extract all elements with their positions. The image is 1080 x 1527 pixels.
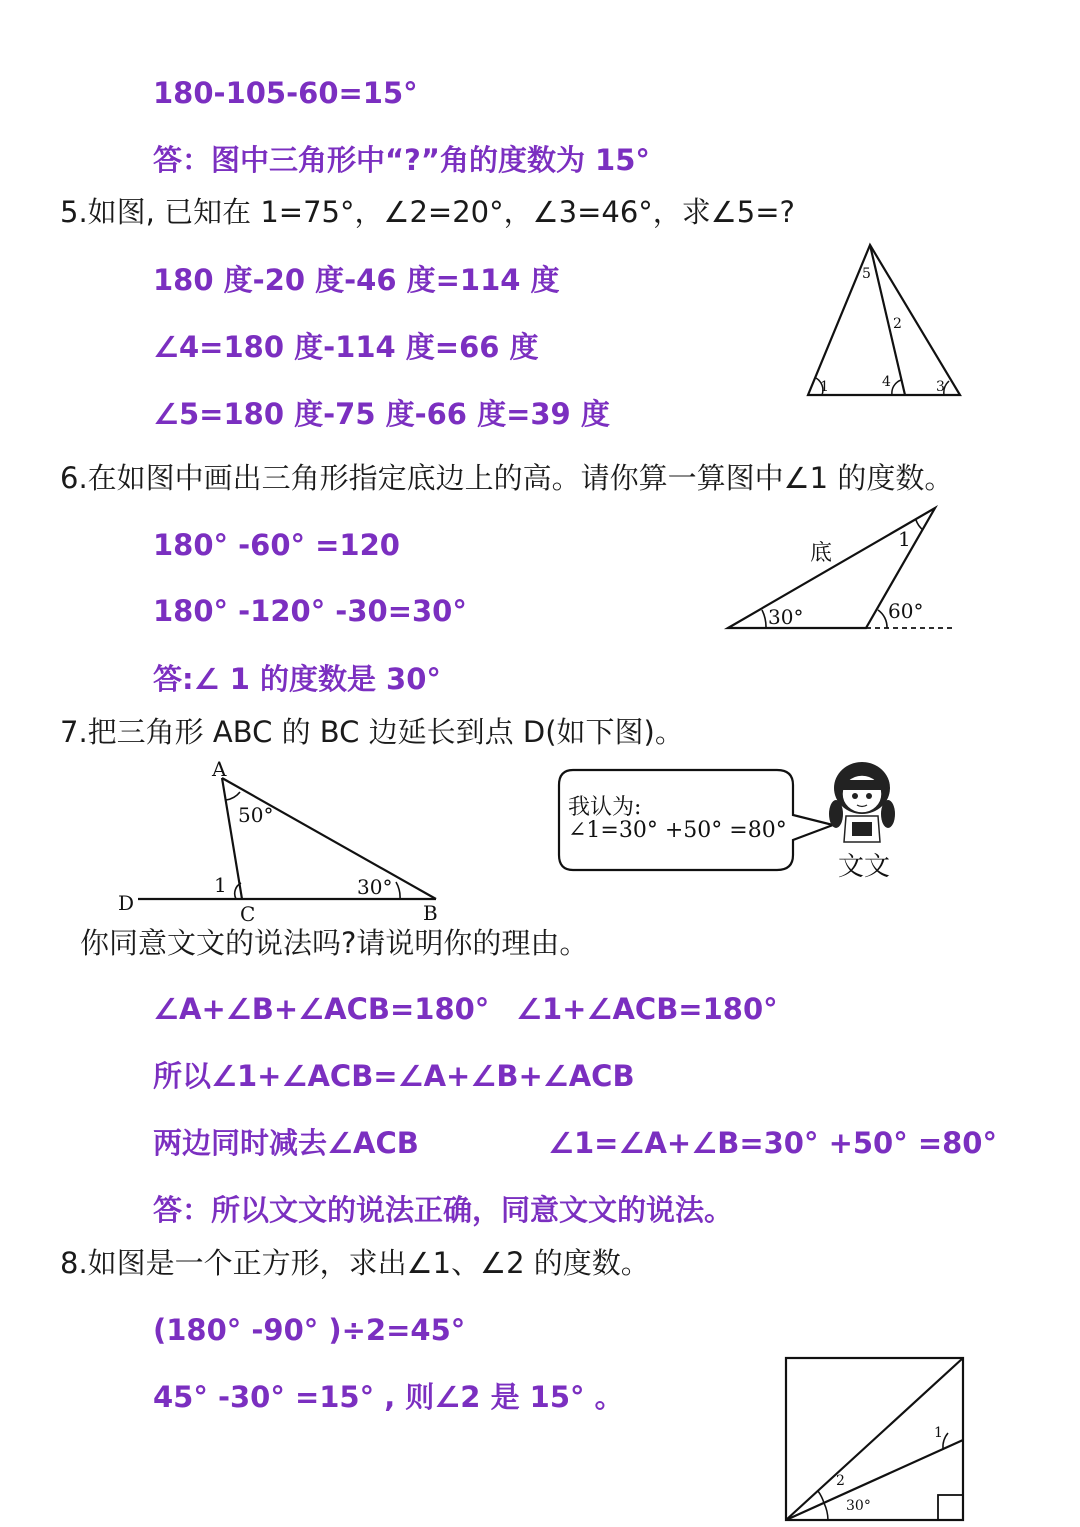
figure-5-triangle — [800, 240, 970, 405]
vertex-D: D — [118, 891, 135, 915]
angle-label-60: 60° — [888, 599, 924, 623]
answer-line: 所以∠1+∠ACB=∠A+∠B+∠ACB — [153, 1059, 635, 1093]
answer-line: 180° -60° =120 — [153, 528, 400, 562]
angle-label-2: 2 — [893, 316, 902, 332]
answer-line: (180° -90° )÷2=45° — [153, 1313, 466, 1347]
angle-label-1: 1 — [214, 873, 227, 897]
answer-line: 答：所以文文的说法正确，同意文文的说法。 — [153, 1193, 734, 1227]
figure-7-triangle — [110, 758, 450, 928]
angle-label-1: 1 — [820, 379, 829, 395]
question-8: 8.如图是一个正方形，求出∠1、∠2 的度数。 — [60, 1246, 650, 1280]
figure-6-triangle — [720, 500, 970, 640]
angle-label-2: 2 — [836, 1473, 845, 1489]
vertex-A: A — [212, 757, 227, 781]
angle-label-1: 1 — [898, 527, 911, 551]
answer-line: ∠4=180 度-114 度=66 度 — [153, 330, 539, 364]
speaker-name: 文文 — [838, 852, 891, 882]
base-label: 底 — [810, 541, 833, 566]
answer-line: 180-105-60=15° — [153, 76, 418, 110]
angle-label-30: 30° — [357, 875, 393, 899]
vertex-B: B — [423, 901, 438, 925]
vertex-C: C — [240, 902, 256, 926]
angle-label-50: 50° — [238, 803, 274, 827]
answer-line: ∠1=∠A+∠B=30° +50° =80° — [548, 1126, 997, 1160]
question-6: 6.在如图中画出三角形指定底边上的高。请你算一算图中∠1 的度数。 — [60, 461, 954, 495]
answer-line: 两边同时减去∠ACB — [153, 1126, 419, 1160]
answer-line: ∠A+∠B+∠ACB=180° — [153, 992, 490, 1026]
bubble-line-2: ∠1=30° +50° =80° — [568, 818, 787, 843]
girl-avatar — [822, 758, 902, 848]
angle-label-30: 30° — [768, 605, 804, 629]
angle-label-3: 3 — [936, 379, 945, 395]
answer-line: ∠1+∠ACB=180° — [516, 992, 778, 1026]
question-5: 5.如图, 已知在 1=75°，∠2=20°，∠3=46°，求∠5=? — [60, 195, 795, 229]
answer-line: 答：图中三角形中“?”角的度数为 15° — [153, 143, 650, 177]
bubble-line-1: 我认为: — [568, 795, 642, 820]
angle-label-1: 1 — [934, 1425, 943, 1441]
angle-label-4: 4 — [882, 374, 891, 390]
angle-label-30: 30° — [846, 1498, 871, 1514]
answer-line: 答:∠ 1 的度数是 30° — [153, 662, 441, 696]
answer-line: 180 度-20 度-46 度=114 度 — [153, 263, 560, 297]
answer-line: 45° -30° =15° , 则∠2 是 15° 。 — [153, 1380, 624, 1414]
answer-line: 180° -120° -30=30° — [153, 594, 467, 628]
question-7-sub: 你同意文文的说法吗?请说明你的理由。 — [80, 926, 589, 960]
question-7: 7.把三角形 ABC 的 BC 边延长到点 D(如下图)。 — [60, 715, 684, 749]
angle-label-5: 5 — [862, 266, 871, 282]
figure-8-square — [780, 1353, 970, 1523]
answer-line: ∠5=180 度-75 度-66 度=39 度 — [153, 397, 610, 431]
